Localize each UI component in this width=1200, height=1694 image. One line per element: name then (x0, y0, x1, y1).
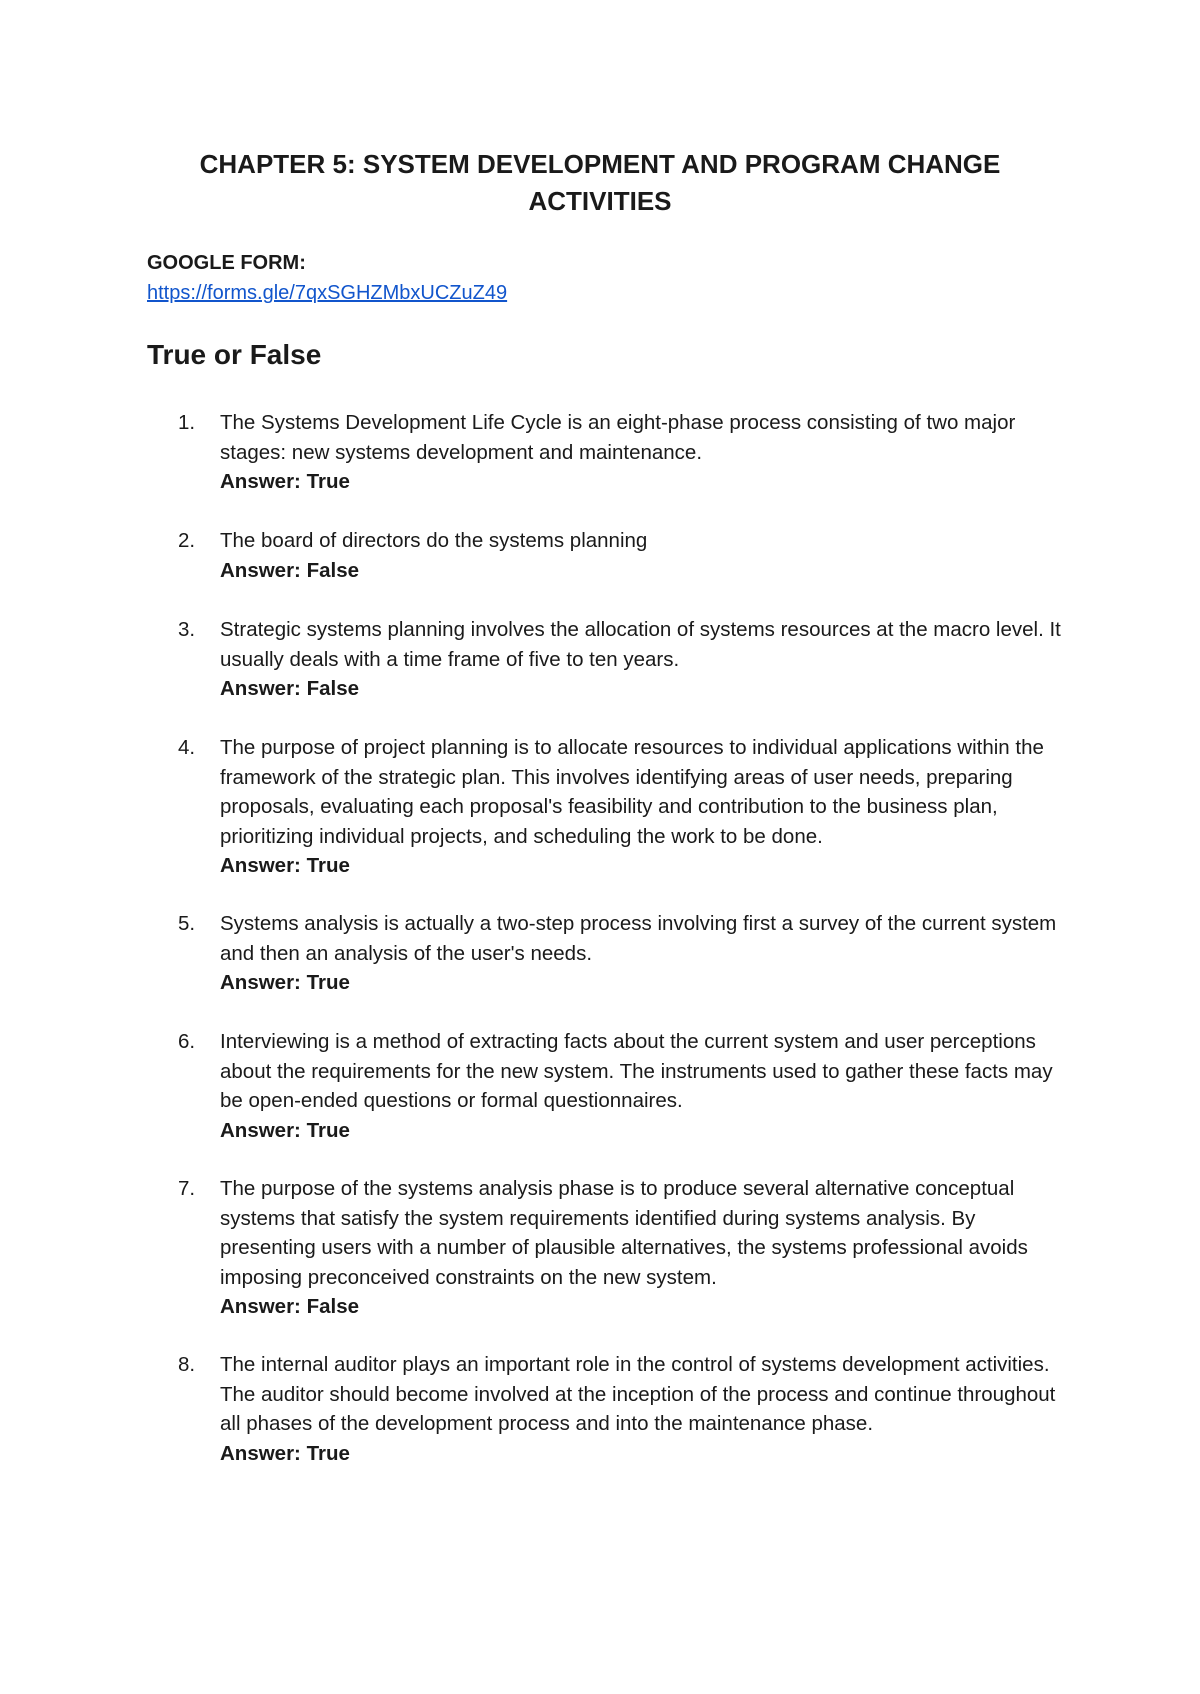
question-answer: Answer: True (220, 1441, 350, 1465)
document-title: CHAPTER 5: SYSTEM DEVELOPMENT AND PROGRAM CHANGE ACTIVITIES (199, 149, 1001, 216)
question-number: 2. (178, 529, 196, 552)
google-form-link[interactable]: https://forms.gle/7qxSGHZMbxUCZuZ49 (147, 282, 508, 304)
question-answer: Answer: True (220, 854, 350, 877)
question-text: The board of directors do the systems planning (220, 529, 648, 552)
question-number: 3. (178, 618, 196, 641)
question-body (220, 733, 1070, 881)
question-body (220, 1027, 1070, 1145)
question-answer: Answer: True (220, 971, 350, 994)
question-number: 6. (178, 1030, 196, 1053)
question-text: The purpose of the systems analysis phase is to produce several alternative conceptual systems that satisfy the system requirements identified during systems analysis. By presenting users with a number of plausible alternatives, the systems professional avoids imposing preconceived constraints on the new system. (220, 1177, 1028, 1289)
question-number: 5. (178, 912, 196, 935)
question-number: 4. (178, 736, 196, 759)
question-body (220, 909, 1070, 998)
question-body (220, 526, 1070, 585)
question-number: 8. (178, 1353, 196, 1376)
question-text: The purpose of project planning is to allocate resources to individual applications within the framework of the strategic plan. This involves identifying areas of user needs, preparing proposals, evaluating each proposal's feasibility and contribution to the business plan, prioritizing individual projects, and scheduling the work to be done. (220, 736, 1044, 848)
question-answer: Answer: False (220, 677, 359, 700)
section-heading: True or False (147, 339, 322, 370)
question-text: Systems analysis is actually a two-step process involving first a survey of the current system and then an analysis of the user's needs. (220, 912, 1057, 965)
question-body (220, 615, 1070, 704)
question-number: 7. (178, 1177, 196, 1200)
question-answer: Answer: False (220, 1295, 359, 1318)
question-body (220, 1174, 1070, 1322)
question-body (220, 1350, 1070, 1468)
google-form-label: GOOGLE FORM: (147, 252, 306, 274)
question-number: 1. (178, 411, 196, 434)
question-text: Interviewing is a method of extracting facts about the current system and user perceptions about the requirements for the new system. The instruments used to gather these facts may be open-ended questions or formal questionnaires. (220, 1030, 1053, 1112)
question-body (220, 408, 1070, 497)
question-answer: Answer: False (220, 558, 359, 582)
question-answer: Answer: True (220, 1118, 350, 1142)
question-text: The internal auditor plays an important role in the control of systems development activities. The auditor should become involved at the inception of the process and continue throughout all phases of the development process and into the maintenance phase. (220, 1353, 1056, 1435)
question-answer: Answer: True (220, 470, 350, 493)
question-text: The Systems Development Life Cycle is an eight-phase process consisting of two major stages: new systems development and maintenance. (220, 411, 1016, 464)
question-text: Strategic systems planning involves the allocation of systems resources at the macro level. It usually deals with a time frame of five to ten years. (220, 618, 1061, 671)
